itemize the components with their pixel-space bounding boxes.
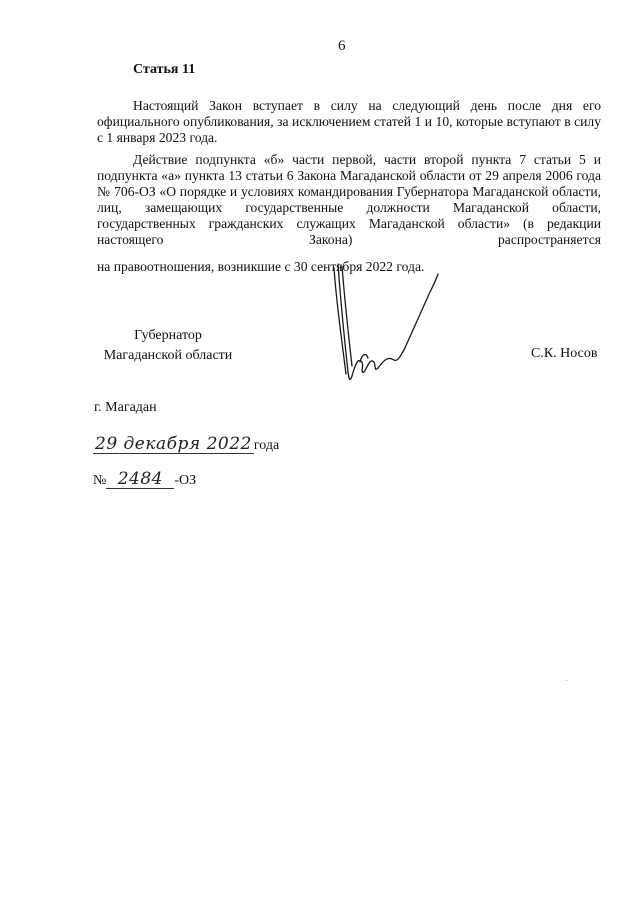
date-suffix: года [253,438,280,453]
governor-name: С.К. Носов [531,346,598,361]
handwritten-signature [300,262,460,392]
signing-date [93,435,279,454]
governor-title-line-2: Магаданской области [103,348,233,363]
city: г. Магадан [94,400,157,415]
handwritten-number: 2484 [106,470,174,489]
scan-speck [566,680,567,681]
law-number [93,470,196,489]
article-title: Статья 11 [133,62,196,77]
article-paragraph-2-end: на правоотношения, возникшие с 30 сентября 2022 года. [97,259,425,274]
article-paragraph-1: Настоящий Закон вступает в силу на следующий день после дня его официального опубликования, за исключением статей 1 и 10, которые вступают в силу с 1 января 2023 года. [97,98,601,145]
page-number: 6 [338,38,346,54]
governor-title [98,326,238,366]
number-suffix: -ОЗ [174,473,197,488]
article-paragraph-2: Действие подпункта «б» части первой, части второй пункта 7 статьи 5 и подпункта «а» пункта 13 статьи 6 Закона Магаданской области от 29 апреля 2006 года № 706-ОЗ «О порядке и условиях командирования Губернатора Магаданской области, лиц, замещающих государственные должности Магаданской области, государственных гражданских служащих Магаданской области» (в редакции настоящего Закона) распространяется [97,152,601,247]
number-prefix: № [93,473,107,488]
handwritten-date: 29 декабря 2022 [95,434,252,454]
governor-title-line-1: Губернатор [134,328,202,343]
